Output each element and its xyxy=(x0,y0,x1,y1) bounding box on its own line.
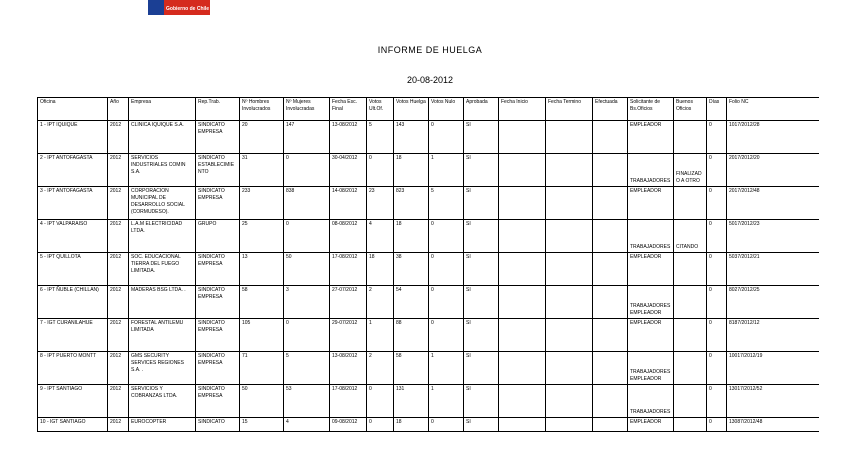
table-cell xyxy=(499,187,546,220)
table-cell: TRABAJADORES xyxy=(628,220,674,253)
table-cell: 53 xyxy=(284,385,330,418)
column-header: Oficina xyxy=(38,98,108,121)
column-header: Empresa xyxy=(129,98,196,121)
table-cell: 0 xyxy=(367,385,394,418)
logo-text: Gobierno de Chile xyxy=(166,6,210,12)
table-cell xyxy=(499,385,546,418)
table-cell xyxy=(546,121,593,154)
gobierno-logo xyxy=(148,0,210,15)
table-cell: SI xyxy=(464,385,499,418)
report-title: INFORME DE HUELGA xyxy=(377,45,483,55)
table-cell: 18 xyxy=(394,154,429,187)
column-header: Rep.Trab. xyxy=(196,98,240,121)
table-cell: 13-08/2012 xyxy=(330,121,367,154)
table-cell xyxy=(499,220,546,253)
table-cell: 3 - IPT ANTOFAGASTA xyxy=(38,187,108,220)
table-cell: 2012 xyxy=(108,220,129,253)
table-row xyxy=(38,418,820,432)
table-cell: 13-08/2012 xyxy=(330,352,367,385)
table-cell: 54 xyxy=(394,286,429,319)
table-cell: 31 xyxy=(240,154,284,187)
table-cell: 0 xyxy=(707,154,727,187)
column-header: Aprobada xyxy=(464,98,499,121)
table-cell: 5 xyxy=(284,352,330,385)
table-cell xyxy=(674,121,707,154)
table-cell: SI xyxy=(464,253,499,286)
table-cell: 0 xyxy=(707,385,727,418)
table-cell: SI xyxy=(464,352,499,385)
table-cell: 14-08/2012 xyxy=(330,187,367,220)
table-cell xyxy=(674,385,707,418)
table-cell: L.A.M ELECTRICIDAD LTDA. xyxy=(129,220,196,253)
table-cell: 2012 xyxy=(108,286,129,319)
table-cell: 0 xyxy=(707,286,727,319)
table-cell: 2012 xyxy=(108,187,129,220)
table-cell: GMS SECURITY SERVICES REGIONES S.A. . xyxy=(129,352,196,385)
table-cell: EMPLEADOR xyxy=(628,319,674,352)
table-cell: 143 xyxy=(394,121,429,154)
table-cell: 0 xyxy=(707,121,727,154)
table-cell: SINDICATO EMPRESA xyxy=(196,385,240,418)
strike-report-table xyxy=(37,97,819,432)
table-cell xyxy=(593,187,628,220)
table-cell: 0 xyxy=(429,286,464,319)
table-cell: 0 xyxy=(707,187,727,220)
table-cell: 13087/2012/48 xyxy=(727,418,820,432)
column-header: Votos Nulo xyxy=(429,98,464,121)
table-row xyxy=(38,253,820,286)
table-cell: EMPLEADOR xyxy=(628,187,674,220)
table-cell: 1 - IPT IQUIQUE xyxy=(38,121,108,154)
table-cell: CITANDO xyxy=(674,220,707,253)
table-cell: 58 xyxy=(394,352,429,385)
table-cell: 0 xyxy=(707,418,727,432)
table-cell: 0 xyxy=(429,121,464,154)
table-cell: 0 xyxy=(284,154,330,187)
table-cell xyxy=(593,220,628,253)
column-header: Solicitante de Bs.Oficios xyxy=(628,98,674,121)
table-cell: SINDICATO EMPRESA xyxy=(196,286,240,319)
column-header: Fecha Inicio xyxy=(499,98,546,121)
table-cell: 0 xyxy=(429,253,464,286)
table-cell xyxy=(593,286,628,319)
table-cell: MADERAS BSG LTDA. . xyxy=(129,286,196,319)
table-cell: SERVICIOS Y COBRANZAS LTDA. xyxy=(129,385,196,418)
table-row xyxy=(38,385,820,418)
table-cell xyxy=(546,352,593,385)
table-cell xyxy=(499,352,546,385)
column-header: Votos Ult.Of. xyxy=(367,98,394,121)
table-cell: 0 xyxy=(284,220,330,253)
table-body xyxy=(38,121,820,432)
table-cell: 2012 xyxy=(108,418,129,432)
table-cell: 1 xyxy=(429,352,464,385)
table-cell: SERVICIOS INDUSTRIALES COMIN S.A. xyxy=(129,154,196,187)
table-cell: FINALIZADO A OTRO xyxy=(674,154,707,187)
table-cell: 20 xyxy=(240,121,284,154)
table-cell: SINDICATO EMPRESA xyxy=(196,121,240,154)
table-cell: 131 xyxy=(394,385,429,418)
table-cell: 29-07/2012 xyxy=(330,319,367,352)
table-cell: SI xyxy=(464,121,499,154)
table-cell: 2012 xyxy=(108,154,129,187)
table-row xyxy=(38,121,820,154)
table-cell: 2012 xyxy=(108,385,129,418)
table-cell: 18 xyxy=(394,418,429,432)
table-cell: 0 xyxy=(367,418,394,432)
table-cell: 18 xyxy=(394,220,429,253)
table-cell: EMPLEADOR xyxy=(628,418,674,432)
table-cell: 2012 xyxy=(108,352,129,385)
table-cell xyxy=(546,385,593,418)
table-cell: 2 xyxy=(367,352,394,385)
table-cell: SI xyxy=(464,154,499,187)
column-header: Efectuada xyxy=(593,98,628,121)
table-cell xyxy=(674,352,707,385)
table-cell: 50 xyxy=(240,385,284,418)
table-cell xyxy=(546,319,593,352)
table-cell: 838 xyxy=(284,187,330,220)
table-cell xyxy=(546,154,593,187)
table-cell: 71 xyxy=(240,352,284,385)
table-row xyxy=(38,220,820,253)
table-cell: 0 xyxy=(367,154,394,187)
table-cell: SINDICATO EMPRESA xyxy=(196,352,240,385)
table-cell: 4 xyxy=(284,418,330,432)
column-header: Folio NC xyxy=(727,98,820,121)
table-cell: SI xyxy=(464,319,499,352)
column-header: Año xyxy=(108,98,129,121)
table-cell: TRABAJADORES EMPLEADOR xyxy=(628,286,674,319)
table-cell: GRUPO xyxy=(196,220,240,253)
table-cell: 15 xyxy=(240,418,284,432)
table-cell: 0 xyxy=(429,319,464,352)
table-cell: 0 xyxy=(284,319,330,352)
table-cell xyxy=(593,352,628,385)
table-cell: 27-07/2012 xyxy=(330,286,367,319)
table-cell: 13017/2012/52 xyxy=(727,385,820,418)
table-cell: 5037/2012/21 xyxy=(727,253,820,286)
table-cell: EMPLEADOR xyxy=(628,121,674,154)
table-cell: 10 - IGT SANTIAGO xyxy=(38,418,108,432)
table-cell: 6 - IPT ÑUBLE (CHILLAN) xyxy=(38,286,108,319)
table-cell: SOC. EDUCACIONAL TIERRA DEL FUEGO LIMITADA. xyxy=(129,253,196,286)
table-cell: SINDICATO EMPRESA xyxy=(196,319,240,352)
table-cell: TRABAJADORES xyxy=(628,154,674,187)
table-cell: 0 xyxy=(429,418,464,432)
table-cell: FORESTAL ANTILEMU LIMITADA xyxy=(129,319,196,352)
table-cell: 9 - IPT SANTIAGO xyxy=(38,385,108,418)
table-cell xyxy=(593,154,628,187)
table-cell: 0 xyxy=(707,220,727,253)
table-cell xyxy=(593,121,628,154)
table-cell: 147 xyxy=(284,121,330,154)
report-date: 20-08-2012 xyxy=(406,75,454,85)
table-cell: 23 xyxy=(367,187,394,220)
table-cell: 09-08/2012 xyxy=(330,418,367,432)
table-cell: 0 xyxy=(707,352,727,385)
table-cell: CLINICA IQUIQUE S.A. xyxy=(129,121,196,154)
column-header: Nº Hombres Involucrados xyxy=(240,98,284,121)
table-cell: CORPORACION MUNICIPAL DE DESARROLLO SOCIAL (CORMUDESO). xyxy=(129,187,196,220)
table-cell: 10017/2012/19 xyxy=(727,352,820,385)
table-cell: 58 xyxy=(240,286,284,319)
table-cell: 88 xyxy=(394,319,429,352)
table-cell xyxy=(499,253,546,286)
table-cell: 08-08/2012 xyxy=(330,220,367,253)
table-cell: 2 xyxy=(367,286,394,319)
table-cell: 1 xyxy=(367,319,394,352)
table-cell: 105 xyxy=(240,319,284,352)
table-cell: 2012 xyxy=(108,121,129,154)
table-cell xyxy=(674,286,707,319)
table-header-row xyxy=(38,98,820,121)
table-cell: 5 xyxy=(367,121,394,154)
table-cell: SINDICATO EMPRESA xyxy=(196,253,240,286)
table-cell: 8187/2012/12 xyxy=(727,319,820,352)
table-cell: 13 xyxy=(240,253,284,286)
table-cell xyxy=(593,418,628,432)
table-cell: 7 - IGT CURANILAHUE xyxy=(38,319,108,352)
column-header: Días xyxy=(707,98,727,121)
table-cell: 2017/2012/48 xyxy=(727,187,820,220)
table-cell: 0 xyxy=(429,220,464,253)
table-cell xyxy=(674,187,707,220)
table-row xyxy=(38,154,820,187)
table-cell: 1 xyxy=(429,154,464,187)
table-cell: EUROCOPTER xyxy=(129,418,196,432)
table-cell xyxy=(499,286,546,319)
table-row xyxy=(38,187,820,220)
table-cell: 5 - IPT QUILLOTA xyxy=(38,253,108,286)
column-header: Buenos Oficios xyxy=(674,98,707,121)
table-cell: 2012 xyxy=(108,253,129,286)
column-header: Fecha Termino xyxy=(546,98,593,121)
table-row xyxy=(38,352,820,385)
column-header: Votos Huelga xyxy=(394,98,429,121)
table-cell: SINDICATO ESTABLECIMIENTO xyxy=(196,154,240,187)
table-cell: EMPLEADOR xyxy=(628,253,674,286)
table-cell: 3 xyxy=(284,286,330,319)
table-cell: SI xyxy=(464,187,499,220)
table-cell xyxy=(593,319,628,352)
table-row xyxy=(38,286,820,319)
table-cell: 8 - IPT PUERTO MONTT xyxy=(38,352,108,385)
table-cell: SINDICATO EMPRESA xyxy=(196,187,240,220)
table-cell xyxy=(674,418,707,432)
table-cell xyxy=(593,385,628,418)
table-cell: TRABAJADORES xyxy=(628,385,674,418)
table-cell: 823 xyxy=(394,187,429,220)
table-cell xyxy=(593,253,628,286)
column-header: Nº Mujeres Involucradas xyxy=(284,98,330,121)
table-cell: 17-08/2012 xyxy=(330,385,367,418)
table-row xyxy=(38,319,820,352)
table-cell xyxy=(674,319,707,352)
table-cell xyxy=(499,154,546,187)
table-cell: 1 xyxy=(429,385,464,418)
table-cell: 4 - IPT VALPARAISO xyxy=(38,220,108,253)
table-cell: 38 xyxy=(394,253,429,286)
table-cell xyxy=(546,187,593,220)
strike-report-table-container xyxy=(37,97,819,450)
table-cell xyxy=(499,121,546,154)
table-cell xyxy=(499,319,546,352)
table-cell xyxy=(546,220,593,253)
table-cell: SINDICATO xyxy=(196,418,240,432)
table-cell: 0 xyxy=(707,319,727,352)
table-cell xyxy=(546,418,593,432)
table-cell: 233 xyxy=(240,187,284,220)
table-cell: 2 - IPT ANTOFAGASTA xyxy=(38,154,108,187)
table-cell: 2017/2012/20 xyxy=(727,154,820,187)
table-cell: TRABAJADORES EMPLEADOR xyxy=(628,352,674,385)
table-cell: 5017/2012/23 xyxy=(727,220,820,253)
table-cell: 50 xyxy=(284,253,330,286)
table-cell: 18 xyxy=(367,253,394,286)
table-cell: 30-04/2012 xyxy=(330,154,367,187)
table-cell: SI xyxy=(464,286,499,319)
table-cell xyxy=(674,253,707,286)
table-cell: SI xyxy=(464,418,499,432)
table-cell: 2012 xyxy=(108,319,129,352)
table-cell: 4 xyxy=(367,220,394,253)
table-cell xyxy=(499,418,546,432)
table-cell xyxy=(546,286,593,319)
table-cell: 5 xyxy=(429,187,464,220)
table-cell: SI xyxy=(464,220,499,253)
table-cell: 25 xyxy=(240,220,284,253)
column-header: Fecha Esc. Final xyxy=(330,98,367,121)
table-cell xyxy=(546,253,593,286)
table-cell: 1017/2012/28 xyxy=(727,121,820,154)
table-cell: 17-08/2012 xyxy=(330,253,367,286)
table-cell: 8027/2012/25 xyxy=(727,286,820,319)
table-cell: 0 xyxy=(707,253,727,286)
